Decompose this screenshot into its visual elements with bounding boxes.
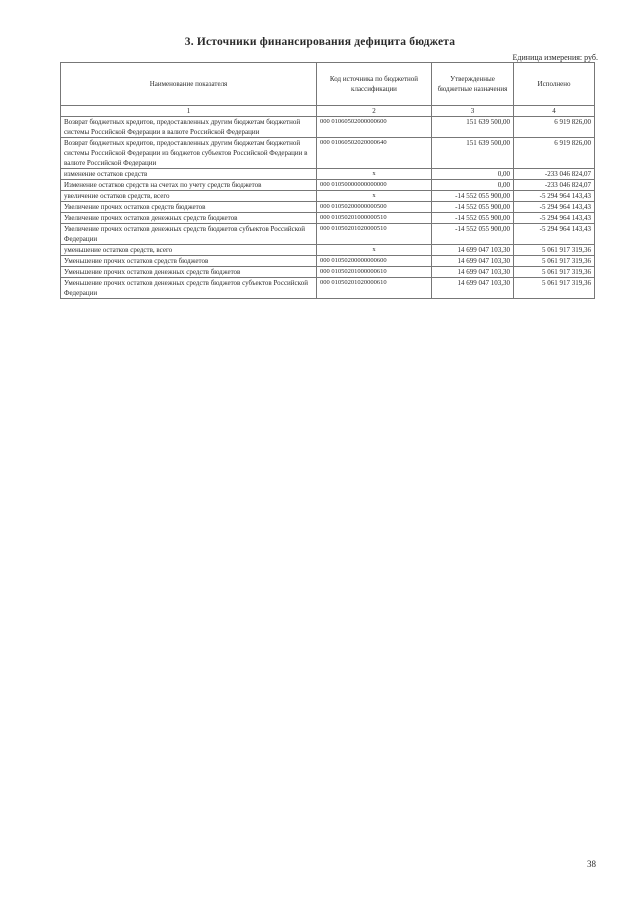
column-number: 2 xyxy=(317,106,432,117)
column-number: 4 xyxy=(514,106,595,117)
row-name: Увеличение прочих остатков средств бюджетов xyxy=(61,202,317,213)
row-executed: 5 061 917 319,36 xyxy=(514,278,595,299)
row-approved: -14 552 055 900,00 xyxy=(432,191,514,202)
row-name: Возврат бюджетных кредитов, предоставленных другим бюджетам бюджетной системы Российской Федерации из бюджетов субъектов Российской Федерации в валюте Российской Федерации xyxy=(61,138,317,169)
table-header-row xyxy=(61,63,595,106)
table-row xyxy=(61,256,595,267)
row-code: 000 01050201000000510 xyxy=(317,213,432,224)
row-approved: -14 552 055 900,00 xyxy=(432,202,514,213)
table-row xyxy=(61,213,595,224)
column-number: 3 xyxy=(432,106,514,117)
row-executed: 5 061 917 319,36 xyxy=(514,256,595,267)
table-row xyxy=(61,117,595,138)
row-name: Уменьшение прочих остатков денежных средств бюджетов xyxy=(61,267,317,278)
column-header-approved: Утвержденные бюджетные назначения xyxy=(432,63,514,106)
table-row xyxy=(61,202,595,213)
column-header-code: Код источника по бюджетной классификации xyxy=(317,63,432,106)
row-executed: -5 294 964 143,43 xyxy=(514,224,595,245)
table-row xyxy=(61,169,595,180)
row-code: 000 01050201000000610 xyxy=(317,267,432,278)
row-executed: -5 294 964 143,43 xyxy=(514,202,595,213)
row-approved: 151 639 500,00 xyxy=(432,117,514,138)
row-approved: 14 699 047 103,30 xyxy=(432,267,514,278)
row-name: Изменение остатков средств на счетах по учету средств бюджетов xyxy=(61,180,317,191)
row-code: 000 01050201020000510 xyxy=(317,224,432,245)
column-header-name: Наименование показателя xyxy=(61,63,317,106)
column-number: 1 xyxy=(61,106,317,117)
row-name: Возврат бюджетных кредитов, предоставленных другим бюджетам бюджетной системы Российской Федерации в валюте Российской Федерации xyxy=(61,117,317,138)
row-name: уменьшение остатков средств, всего xyxy=(61,245,317,256)
table-row xyxy=(61,191,595,202)
table-row xyxy=(61,180,595,191)
row-approved: 14 699 047 103,30 xyxy=(432,245,514,256)
row-executed: 6 919 826,00 xyxy=(514,138,595,169)
row-name: Уменьшение прочих остатков средств бюджетов xyxy=(61,256,317,267)
row-executed: 6 919 826,00 xyxy=(514,117,595,138)
section-title: 3. Источники финансирования дефицита бюджета xyxy=(184,36,456,48)
financing-sources-table xyxy=(60,62,595,299)
row-executed: 5 061 917 319,36 xyxy=(514,267,595,278)
table-row xyxy=(61,278,595,299)
row-executed: -233 046 824,07 xyxy=(514,180,595,191)
row-executed: -5 294 964 143,43 xyxy=(514,213,595,224)
row-approved: -14 552 055 900,00 xyxy=(432,224,514,245)
row-code: 000 01050000000000000 xyxy=(317,180,432,191)
row-name: Уменьшение прочих остатков денежных средств бюджетов субъектов Российской Федерации xyxy=(61,278,317,299)
row-name: Увеличение прочих остатков денежных средств бюджетов xyxy=(61,213,317,224)
column-number-row xyxy=(61,106,595,117)
row-name: изменение остатков средств xyxy=(61,169,317,180)
table-row xyxy=(61,245,595,256)
row-code: 000 01060502000000600 xyxy=(317,117,432,138)
table-row xyxy=(61,224,595,245)
page-number: 38 xyxy=(587,859,596,869)
units-note: Единица измерения: руб. xyxy=(512,53,598,62)
row-approved: 151 639 500,00 xyxy=(432,138,514,169)
row-approved: 14 699 047 103,30 xyxy=(432,278,514,299)
row-approved: -14 552 055 900,00 xyxy=(432,213,514,224)
row-code: x xyxy=(317,191,432,202)
row-executed: -233 046 824,07 xyxy=(514,169,595,180)
table-row xyxy=(61,138,595,169)
table-row xyxy=(61,267,595,278)
row-code: 000 01050201020000610 xyxy=(317,278,432,299)
row-code: 000 01050200000000600 xyxy=(317,256,432,267)
row-name: увеличение остатков средств, всего xyxy=(61,191,317,202)
row-executed: 5 061 917 319,36 xyxy=(514,245,595,256)
row-name: Увеличение прочих остатков денежных средств бюджетов субъектов Российской Федерации xyxy=(61,224,317,245)
row-approved: 0,00 xyxy=(432,180,514,191)
row-approved: 14 699 047 103,30 xyxy=(432,256,514,267)
row-code: 000 01050200000000500 xyxy=(317,202,432,213)
row-code: x xyxy=(317,245,432,256)
row-code: x xyxy=(317,169,432,180)
row-approved: 0,00 xyxy=(432,169,514,180)
row-code: 000 01060502020000640 xyxy=(317,138,432,169)
column-header-executed: Исполнено xyxy=(514,63,595,106)
row-executed: -5 294 964 143,43 xyxy=(514,191,595,202)
